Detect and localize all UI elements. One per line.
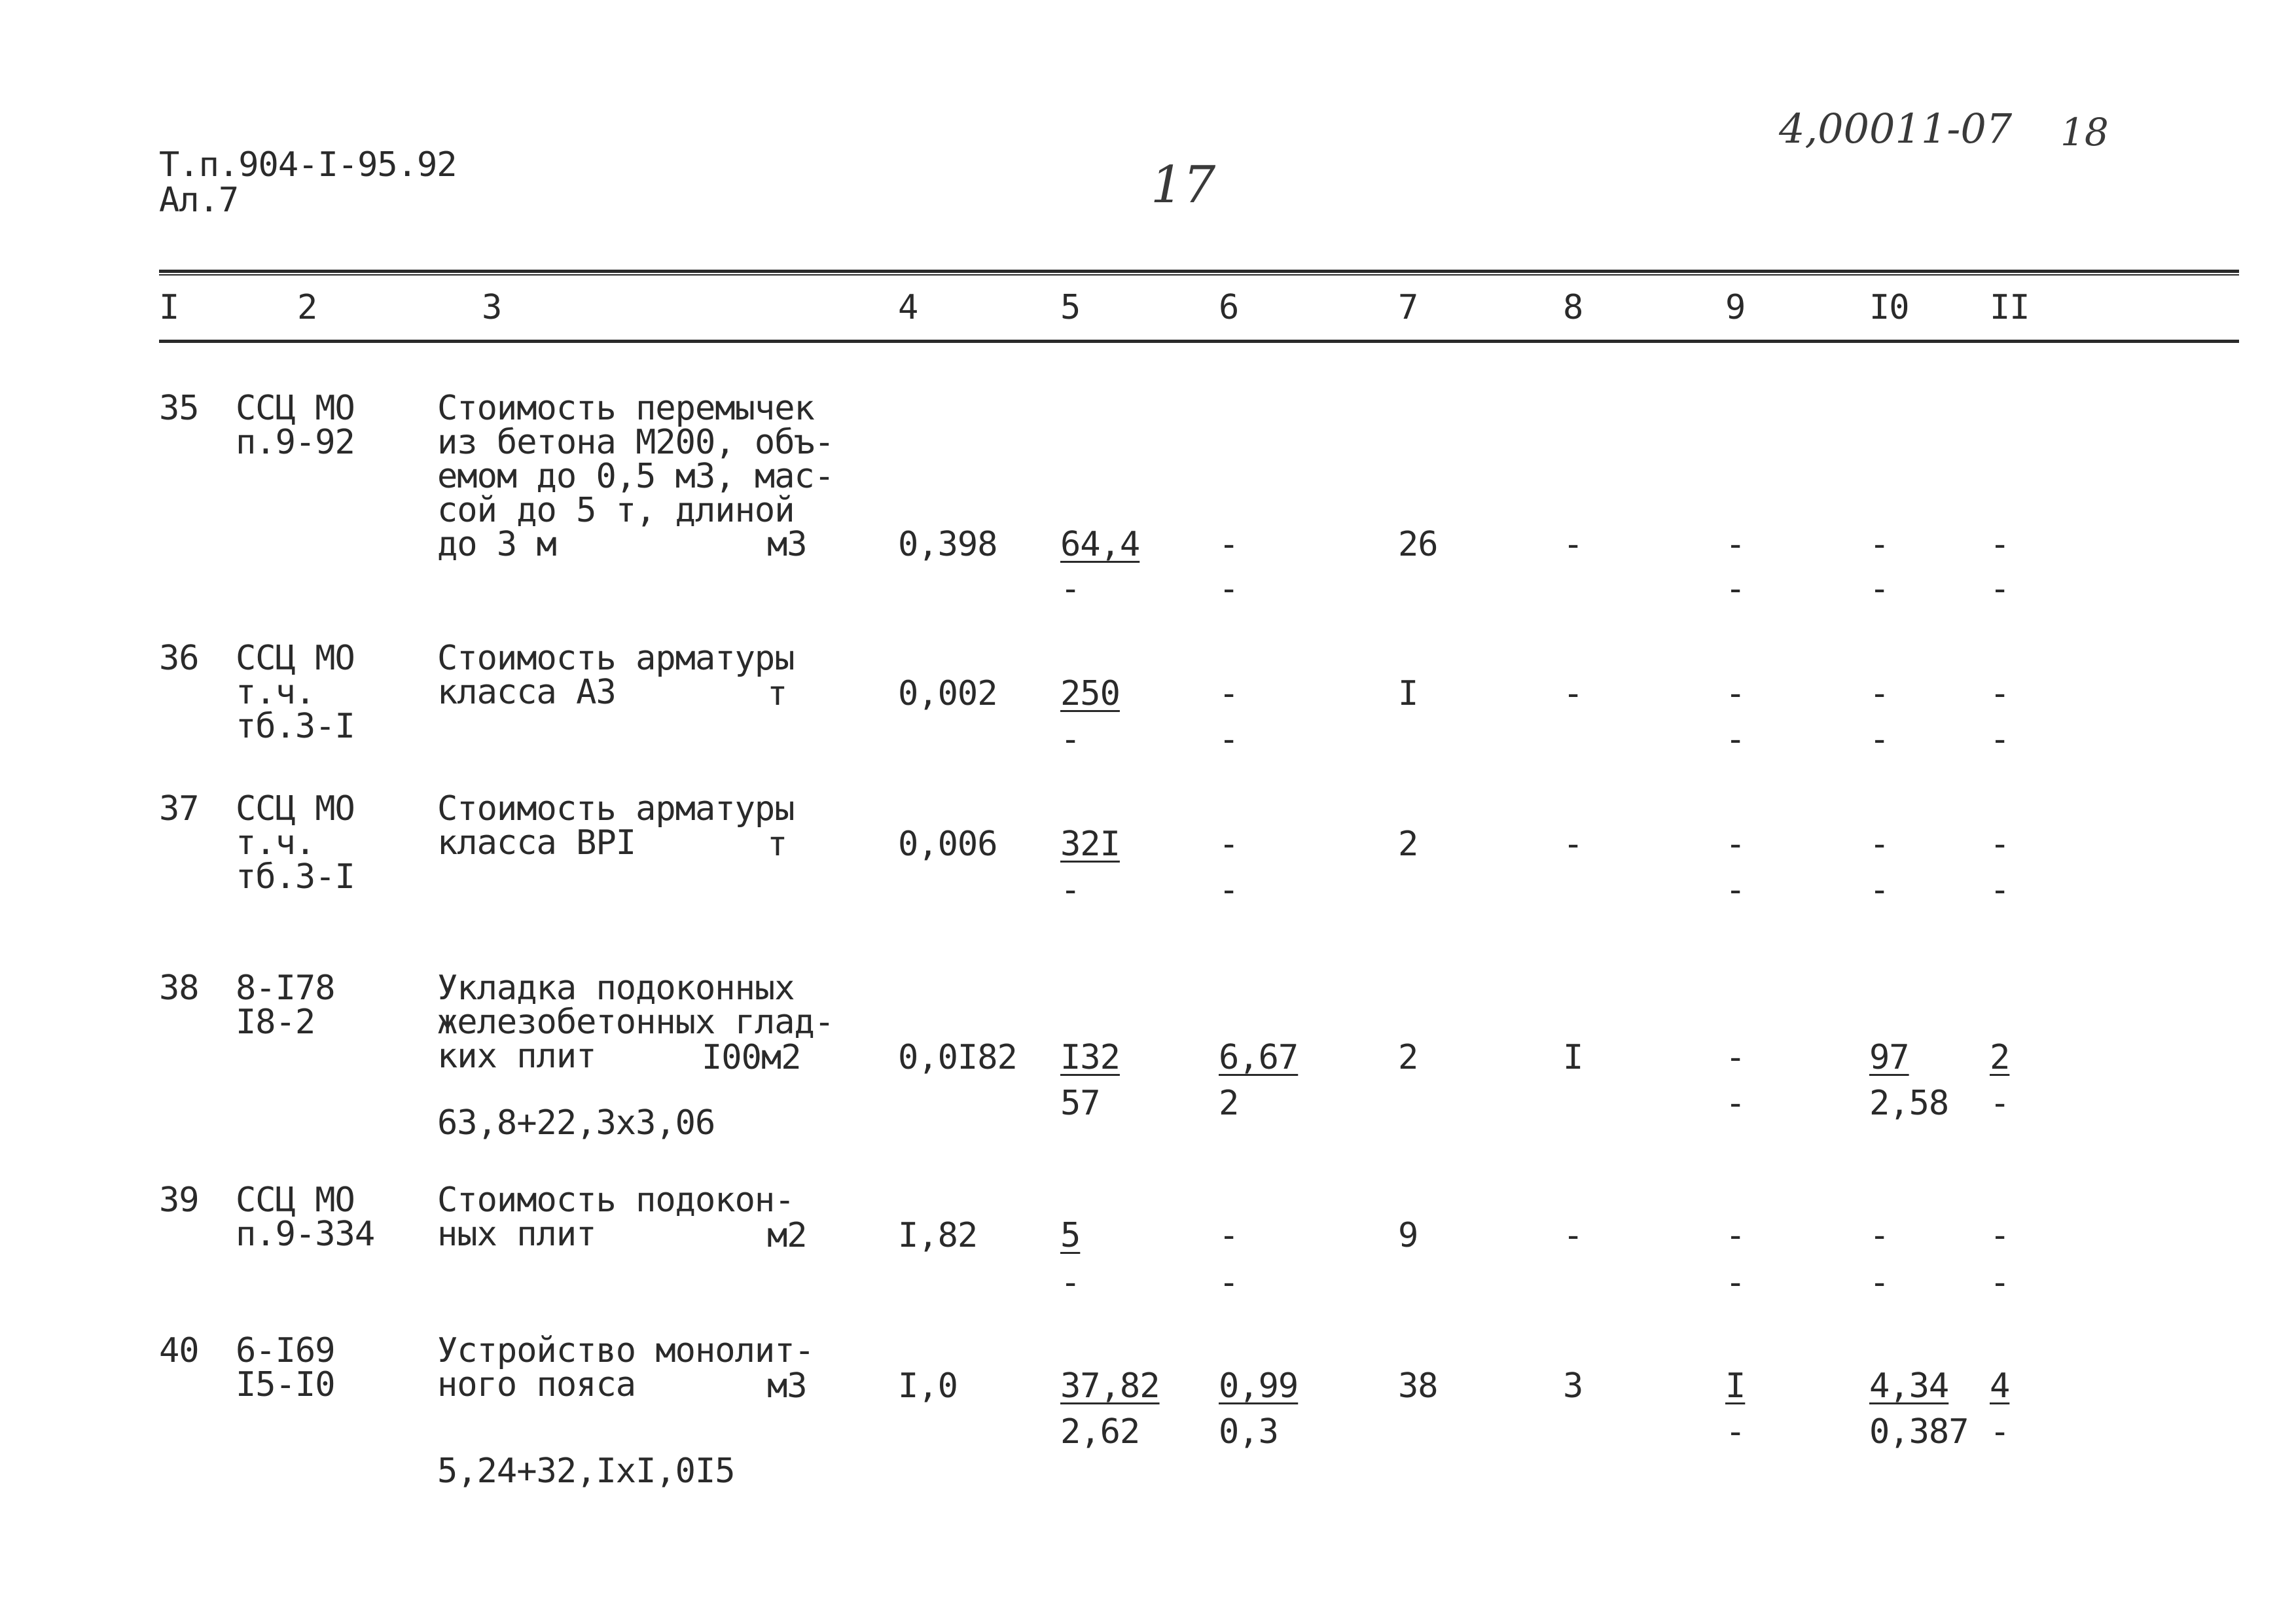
col6-top: 0,99 — [1219, 1366, 1299, 1406]
col-header-7: 7 — [1398, 288, 1418, 327]
col11-top: 4 — [1990, 1366, 2010, 1406]
col9-top: - — [1725, 825, 1746, 864]
col6-top: 6,67 — [1219, 1038, 1299, 1077]
col7: 26 — [1398, 525, 1438, 564]
col11-top: - — [1990, 525, 2010, 564]
col11-top: - — [1990, 825, 2010, 864]
work-description: Стоимость подокон- ных плит — [437, 1181, 795, 1254]
col-header-9: 9 — [1725, 288, 1746, 327]
row-number: 37 — [159, 789, 199, 829]
col10-bottom: - — [1869, 1263, 1890, 1302]
col5-top: 250 — [1060, 674, 1120, 713]
quantity: 0,0I82 — [898, 1038, 1017, 1077]
col9-top: I — [1725, 1366, 1746, 1406]
col6-bottom: 0,3 — [1219, 1412, 1278, 1452]
col6-top: - — [1219, 825, 1239, 864]
col-header-10: I0 — [1869, 288, 1909, 327]
col9-top: - — [1725, 1216, 1746, 1255]
col9-top: - — [1725, 674, 1746, 713]
col11-top: - — [1990, 674, 2010, 713]
col5-bottom: 57 — [1060, 1084, 1100, 1123]
unit-label: т — [767, 674, 787, 713]
col6-bottom: 2 — [1219, 1084, 1239, 1123]
norm-code: ССЦ МО п.9-334 — [236, 1181, 375, 1254]
col11-bottom: - — [1990, 870, 2010, 910]
col5-bottom: - — [1060, 720, 1081, 759]
row-number: 40 — [159, 1331, 199, 1370]
col6-top: - — [1219, 1216, 1239, 1255]
col9-bottom: - — [1725, 1412, 1746, 1452]
norm-code: ССЦ МО п.9-92 — [236, 389, 355, 462]
quantity: I,82 — [898, 1216, 978, 1255]
col7: 2 — [1398, 1038, 1418, 1077]
col-header-8: 8 — [1563, 288, 1583, 327]
row-number: 36 — [159, 639, 199, 678]
col-header-2: 2 — [297, 288, 317, 327]
work-description: Стоимость арматуры класса А3 — [437, 639, 795, 712]
quantity: 0,398 — [898, 525, 997, 564]
work-description: Укладка подоконных железобетонных глад- ких плит — [437, 969, 834, 1076]
col10-top: - — [1869, 1216, 1890, 1255]
col8: 3 — [1563, 1366, 1583, 1406]
col10-bottom: 2,58 — [1869, 1084, 1949, 1123]
header-bottom-rule — [159, 340, 2239, 343]
sheet-number-handwritten: 18 — [2060, 110, 2109, 154]
col10-top: - — [1869, 525, 1890, 564]
col10-bottom: 0,387 — [1869, 1412, 1969, 1452]
col9-top: - — [1725, 525, 1746, 564]
col-header-1: I — [159, 288, 179, 327]
col11-bottom: - — [1990, 1263, 2010, 1302]
col-header-6: 6 — [1219, 288, 1239, 327]
col11-top: 2 — [1990, 1038, 2010, 1077]
col11-bottom: - — [1990, 1412, 2010, 1452]
col9-bottom: - — [1725, 1263, 1746, 1302]
archive-code-handwritten: 4,00011-07 — [1779, 105, 2013, 152]
col7: 38 — [1398, 1366, 1438, 1406]
col6-bottom: - — [1219, 870, 1239, 910]
row-number: 39 — [159, 1181, 199, 1220]
calc-formula: 5,24+32,IхI,0I5 — [437, 1452, 735, 1491]
col11-bottom: - — [1990, 569, 2010, 609]
calc-formula: 63,8+22,3х3,06 — [437, 1103, 715, 1143]
work-description: Устройство монолит- ного пояса — [437, 1331, 814, 1404]
col9-bottom: - — [1725, 720, 1746, 759]
col5-top: 64,4 — [1060, 525, 1140, 564]
col5-top: I32 — [1060, 1038, 1120, 1077]
col5-top: 5 — [1060, 1216, 1081, 1255]
norm-code: 6-I69 I5-I0 — [236, 1331, 335, 1404]
col5-top: 32I — [1060, 825, 1120, 864]
quantity: 0,002 — [898, 674, 997, 713]
unit-label: I00м2 — [702, 1038, 801, 1077]
col11-bottom: - — [1990, 1084, 2010, 1123]
col8: I — [1563, 1038, 1583, 1077]
col9-top: - — [1725, 1038, 1746, 1077]
unit-label: м2 — [767, 1216, 807, 1255]
doc-ref: Т.п.904-I-95.92 — [159, 145, 457, 185]
unit-label: т — [767, 825, 787, 864]
quantity: I,0 — [898, 1366, 958, 1406]
table-top-rule-double — [159, 274, 2239, 276]
work-description: Стоимость арматуры класса ВРI — [437, 789, 795, 863]
col-header-3: 3 — [482, 288, 502, 327]
table-top-rule — [159, 270, 2239, 273]
quantity: 0,006 — [898, 825, 997, 864]
col6-bottom: - — [1219, 569, 1239, 609]
col-header-4: 4 — [898, 288, 918, 327]
col10-top: - — [1869, 825, 1890, 864]
col5-bottom: - — [1060, 569, 1081, 609]
col6-bottom: - — [1219, 720, 1239, 759]
col6-top: - — [1219, 525, 1239, 564]
col11-top: - — [1990, 1216, 2010, 1255]
col8: - — [1563, 1216, 1583, 1255]
col9-bottom: - — [1725, 569, 1746, 609]
norm-code: ССЦ МО т.ч. тб.3-I — [236, 789, 355, 897]
col9-bottom: - — [1725, 870, 1746, 910]
col8: - — [1563, 525, 1583, 564]
col5-bottom: 2,62 — [1060, 1412, 1140, 1452]
col-header-11: II — [1990, 288, 2030, 327]
page-number-handwritten: 17 — [1151, 156, 1216, 215]
unit-label: м3 — [767, 1366, 807, 1406]
col7: I — [1398, 674, 1418, 713]
norm-code: ССЦ МО т.ч. тб.3-I — [236, 639, 355, 746]
col8: - — [1563, 674, 1583, 713]
row-number: 38 — [159, 969, 199, 1008]
col5-top: 37,82 — [1060, 1366, 1160, 1406]
col5-bottom: - — [1060, 1263, 1081, 1302]
col7: 9 — [1398, 1216, 1418, 1255]
work-description: Стоимость перемычек из бетона М200, объ- емом до 0,5 м3, мас- сой до 5 т, длиной до 3 м — [437, 389, 834, 564]
unit-label: м3 — [767, 525, 807, 564]
col5-bottom: - — [1060, 870, 1081, 910]
col10-top: 4,34 — [1869, 1366, 1949, 1406]
col-header-5: 5 — [1060, 288, 1081, 327]
col8: - — [1563, 825, 1583, 864]
col10-bottom: - — [1869, 870, 1890, 910]
col6-top: - — [1219, 674, 1239, 713]
row-number: 35 — [159, 389, 199, 428]
col10-top: 97 — [1869, 1038, 1909, 1077]
norm-code: 8-I78 I8-2 — [236, 969, 335, 1042]
col6-bottom: - — [1219, 1263, 1239, 1302]
col10-bottom: - — [1869, 569, 1890, 609]
col9-bottom: - — [1725, 1084, 1746, 1123]
col11-bottom: - — [1990, 720, 2010, 759]
col7: 2 — [1398, 825, 1418, 864]
album-number: Ал.7 — [159, 181, 239, 220]
col10-top: - — [1869, 674, 1890, 713]
col10-bottom: - — [1869, 720, 1890, 759]
